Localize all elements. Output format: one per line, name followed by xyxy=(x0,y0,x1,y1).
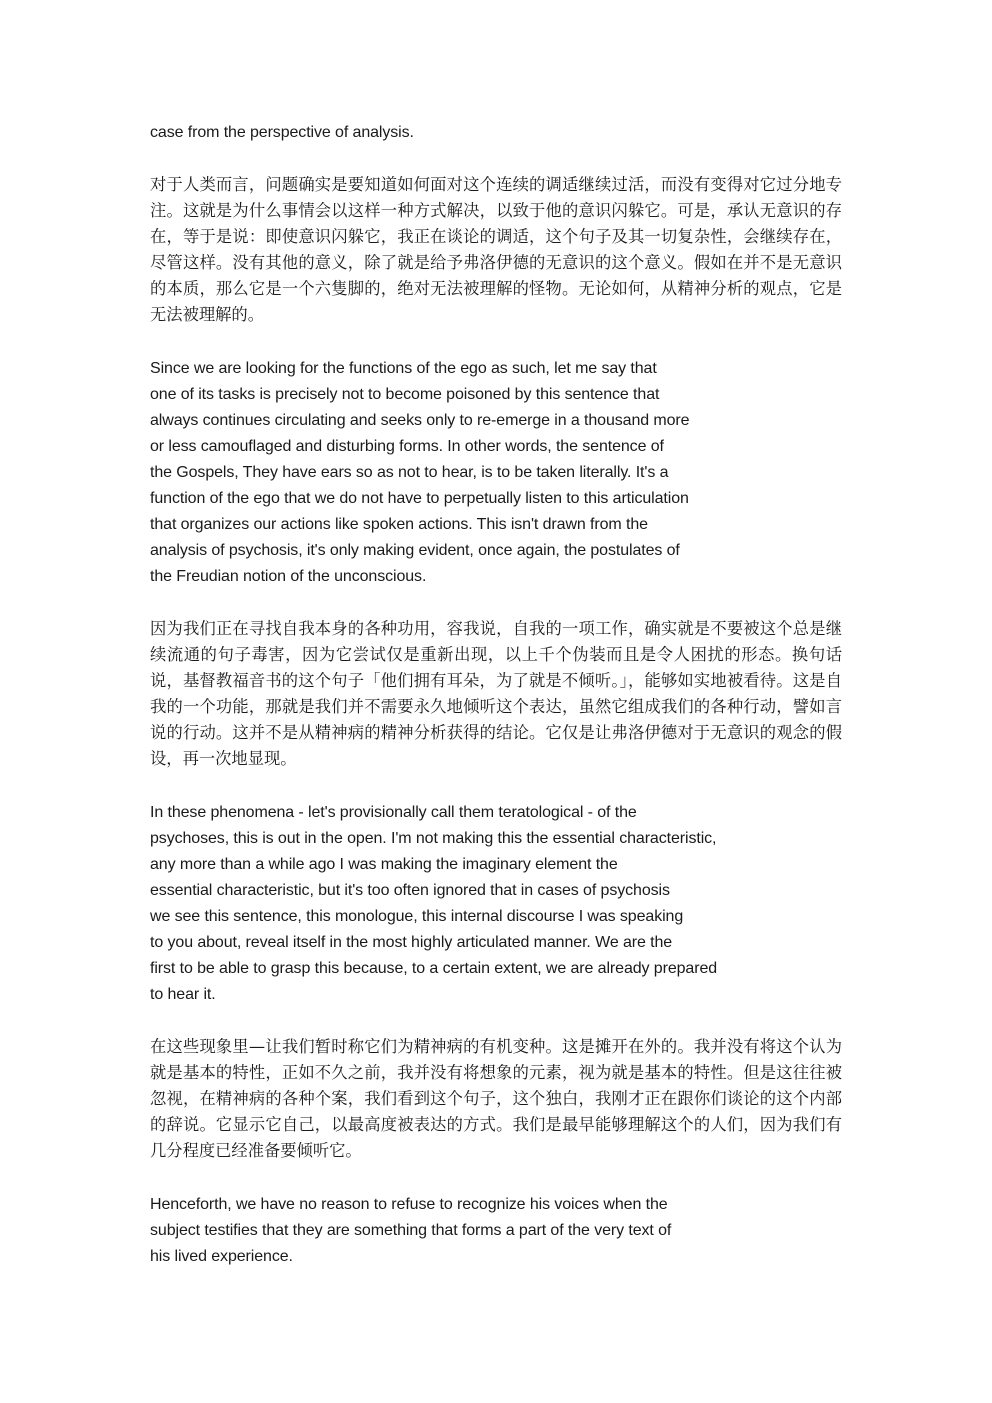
text-line: Since we are looking for the functions of the ego as such, let me say that xyxy=(150,360,657,377)
paragraph-gap xyxy=(150,1164,850,1192)
paragraph-gap xyxy=(150,328,850,356)
paragraph-en xyxy=(150,1192,850,1270)
paragraph-zh: 因为我们正在寻找自我本身的各种功用，容我说，自我的一项工作，确实就是不要被这个总是继续流通的句子毒害，因为它尝试仅是重新出现，以上千个伪装而且是令人困扰的形态。换句话说，基督教福音书的这个句子「他们拥有耳朵，为了就是不倾听。」，能够如实地被看待。这是自我的一个功能，那就是我们并不需要永久地倾听这个表达，虽然它组成我们的各种行动，譬如言说的行动。这并不是从精神病的精神分析获得的结论。它仅是让弗洛伊德对于无意识的观念的假设，再一次地显现。 xyxy=(150,619,842,768)
text-line: any more than a while ago I was making the imaginary element the xyxy=(150,856,618,873)
text-line: to you about, reveal itself in the most highly articulated manner. We are the xyxy=(150,934,673,951)
text-line: one of its tasks is precisely not to become poisoned by this sentence that xyxy=(150,386,660,403)
text-line: that organizes our actions like spoken actions. This isn't drawn from the xyxy=(150,516,648,533)
paragraph-zh: 在这些现象里—让我们暂时称它们为精神病的有机变种。这是摊开在外的。我并没有将这个认为就是基本的特性，正如不久之前，我并没有将想象的元素，视为就是基本的特性。但是这往往被忽视，在精神病的各种个案，我们看到这个句子，这个独白，我刚才正在跟你们谈论的这个内部的辞说。它显示它自己，以最高度被表达的方式。我们是最早能够理解这个的人们，因为我们有几分程度已经准备要倾听它。 xyxy=(150,1037,842,1160)
text-line: In these phenomena - let's provisionally call them teratological - of the xyxy=(150,804,637,821)
paragraph-gap xyxy=(150,590,850,616)
paragraph-en xyxy=(150,356,850,590)
text-line: the Gospels, They have ears so as not to hear, is to be taken literally. It's a xyxy=(150,464,669,481)
text-line: or less camouflaged and disturbing forms. In other words, the sentence of xyxy=(150,438,664,455)
paragraph-gap xyxy=(150,772,850,800)
text-line: Henceforth, we have no reason to refuse to recognize his voices when the xyxy=(150,1196,668,1213)
text-line: essential characteristic, but it's too often ignored that in cases of psychosis xyxy=(150,882,670,899)
text-line: function of the ego that we do not have to perpetually listen to this articulation xyxy=(150,490,689,507)
paragraph-gap xyxy=(150,1008,850,1034)
text-line: to hear it. xyxy=(150,986,216,1003)
paragraph-gap xyxy=(150,146,850,172)
paragraph-en xyxy=(150,120,850,146)
text-line: the Freudian notion of the unconscious. xyxy=(150,568,427,585)
text-line: his lived experience. xyxy=(150,1248,293,1265)
text-line: subject testifies that they are something that forms a part of the very text of xyxy=(150,1222,672,1239)
text-line: first to be able to grasp this because, to a certain extent, we are already prepared xyxy=(150,960,718,977)
text-line: analysis of psychosis, it's only making evident, once again, the postulates of xyxy=(150,542,680,559)
paragraph-en xyxy=(150,800,850,1008)
paragraph-zh: 对于人类而言，问题确实是要知道如何面对这个连续的调适继续过活，而没有变得对它过分地专注。这就是为什么事情会以这样一种方式解决，以致于他的意识闪躲它。可是，承认无意识的存在，等于是说：即使意识闪躲它，我正在谈论的调适，这个句子及其一切复杂性，会继续存在，尽管这样。没有其他的意义，除了就是给予弗洛伊德的无意识的这个意义。假如在并不是无意识的本质，那么它是一个六隻脚的，绝对无法被理解的怪物。无论如何，从精神分析的观点，它是无法被理解的。 xyxy=(150,175,842,324)
text-line: we see this sentence, this monologue, this internal discourse I was speaking xyxy=(150,908,684,925)
text-line: psychoses, this is out in the open. I'm not making this the essential characteristic, xyxy=(150,830,717,847)
text-line: case from the perspective of analysis. xyxy=(150,124,414,141)
text-line: always continues circulating and seeks only to re-emerge in a thousand more xyxy=(150,412,690,429)
document-page xyxy=(150,120,850,1270)
